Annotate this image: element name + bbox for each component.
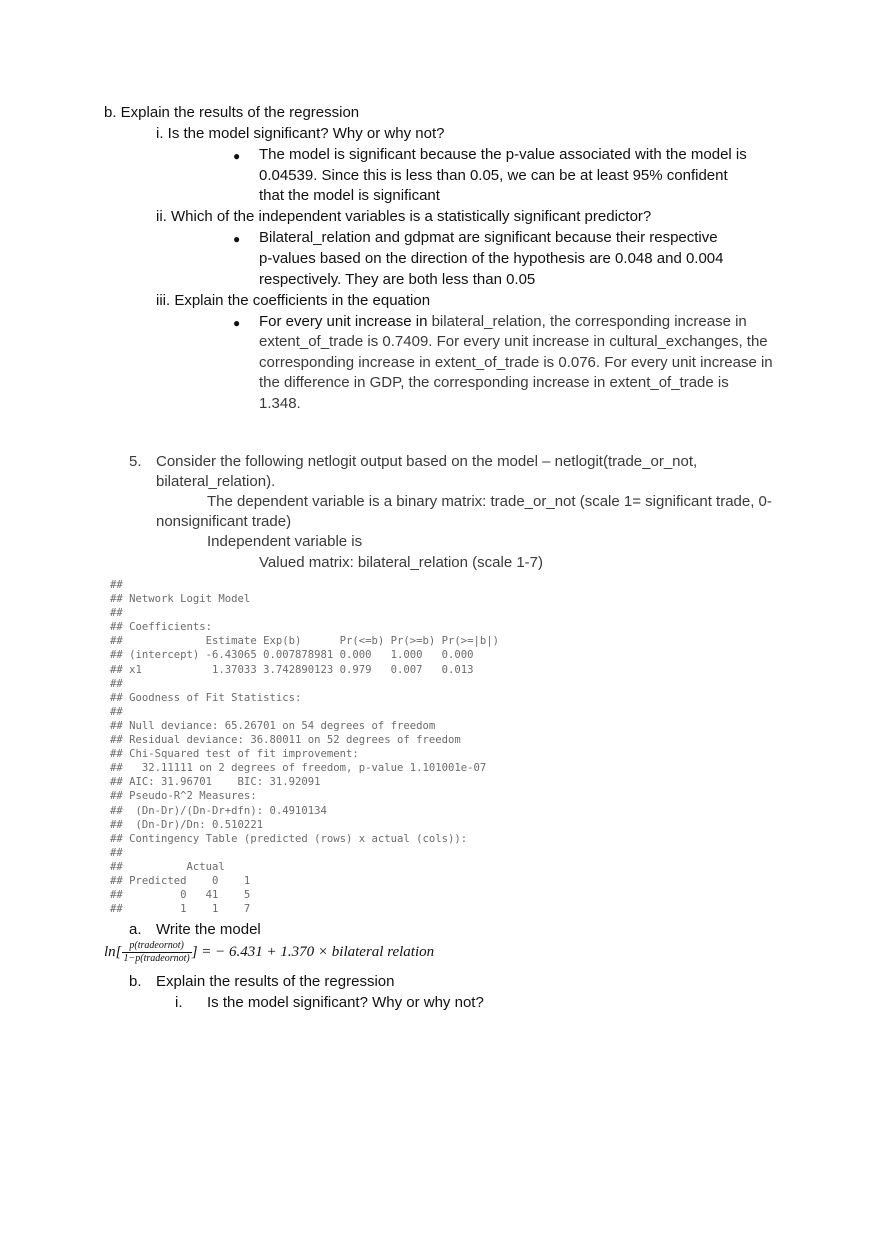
answer-i-line-3: that the model is significant [259,187,440,204]
output-line: ## Null deviance: 65.26701 on 54 degrees of freedom [110,719,436,732]
model-equation [104,940,434,965]
output-line: ## Network Logit Model [110,593,251,606]
question-5-number: 5. [129,453,142,470]
output-line: ## [110,677,123,690]
output-line: ## Contingency Table (predicted (rows) x actual (cols)): [110,832,468,845]
part-b-text: Explain the results of the regression [156,973,395,990]
bullet-icon: ● [233,232,241,246]
bullet-icon: ● [233,316,241,330]
answer-iii-line-5: 1.348. [259,395,301,412]
output-line: ## 32.11111 on 2 degrees of freedom, p-value 1.101001e-07 [110,762,487,775]
output-line: ## Goodness of Fit Statistics: [110,691,302,704]
answer-iii-lead-gray: bilateral_relation, the corresponding increase in [431,313,747,330]
output-line: ## Predicted 0 1 [110,874,251,887]
output-line: ## 0 41 5 [110,889,251,902]
output-line: ## [110,607,123,620]
equation-fraction [122,940,192,965]
equation-numerator: p(tradeornot) [122,940,192,953]
output-line: ## [110,846,123,859]
question-5-line-6: Valued matrix: bilateral_relation (scale 1-7) [259,554,544,571]
equation-denominator: 1−p(tradeornot) [123,953,190,964]
section-b-heading: b. Explain the results of the regression [104,104,360,121]
output-line: ## x1 1.37033 3.742890123 0.979 0.007 0.013 [110,663,474,676]
question-iii: iii. Explain the coefficients in the equation [156,292,431,309]
part-b-label: b. [129,973,142,990]
output-line: ## Pseudo-R^2 Measures: [110,790,257,803]
output-line: ## [110,579,123,591]
output-line: ## (intercept) -6.43065 0.007878981 0.000 1.000 0.000 [110,649,474,662]
answer-iii-lead: For every unit increase in [259,313,432,330]
output-line: ## Residual deviance: 36.80011 on 52 degrees of freedom [110,734,461,747]
part-b-sub-label: i. [175,994,183,1011]
answer-i-line-2: 0.04539. Since this is less than 0.05, we can be at least 95% confident [259,167,728,184]
output-line: ## Chi-Squared test of fit improvement: [110,748,359,761]
answer-i-line-1: The model is significant because the p-value associated with the model is [259,146,747,163]
question-5-line-3: The dependent variable is a binary matrix: trade_or_not (scale 1= significant trade, 0- [207,493,772,510]
answer-iii-line-3: corresponding increase in extent_of_trade is 0.076. For every unit increase in [259,354,773,371]
answer-ii-line-2: p-values based on the direction of the hypothesis are 0.048 and 0.004 [259,250,724,267]
output-line: ## (Dn-Dr)/Dn: 0.510221 [110,818,264,831]
output-line: ## Estimate Exp(b) Pr(<=b) Pr(>=b) Pr(>=|b|) [110,635,500,648]
part-a-text: Write the model [156,921,261,938]
question-ii: ii. Which of the independent variables is a statistically significant predictor? [156,208,652,225]
output-line: ## [110,705,123,718]
question-i: i. Is the model significant? Why or why not? [156,125,445,142]
output-line: ## Coefficients: [110,621,213,634]
question-5-line-5: Independent variable is [207,533,363,550]
answer-iii-line-2: extent_of_trade is 0.7409. For every unit increase in cultural_exchanges, the [259,333,768,350]
output-line: ## (Dn-Dr)/(Dn-Dr+dfn): 0.4910134 [110,804,327,817]
answer-ii-line-1: Bilateral_relation and gdpmat are significant because their respective [259,229,718,246]
question-5-line-2: bilateral_relation). [156,473,276,490]
equation-rhs: ] = − 6.431 + 1.370 × bilateral relation [191,943,435,960]
answer-iii-line-1 [259,312,747,333]
answer-iii-line-4: the difference in GDP, the corresponding increase in extent_of_trade is [259,374,729,391]
bullet-icon: ● [233,149,241,163]
question-5-line-4: nonsignificant trade) [156,513,292,530]
equation-ln: ln[ [104,943,122,960]
output-line: ## Actual [110,860,225,873]
part-a-label: a. [129,921,142,938]
output-line: ## 1 1 7 [110,903,251,916]
output-line: ## AIC: 31.96701 BIC: 31.92091 [110,776,321,789]
answer-ii-line-3: respectively. They are both less than 0.05 [259,271,536,288]
netlogit-output [110,578,499,916]
part-b-sub-text: Is the model significant? Why or why not? [207,994,484,1011]
question-5-line-1: Consider the following netlogit output based on the model – netlogit(trade_or_not, [156,453,698,470]
